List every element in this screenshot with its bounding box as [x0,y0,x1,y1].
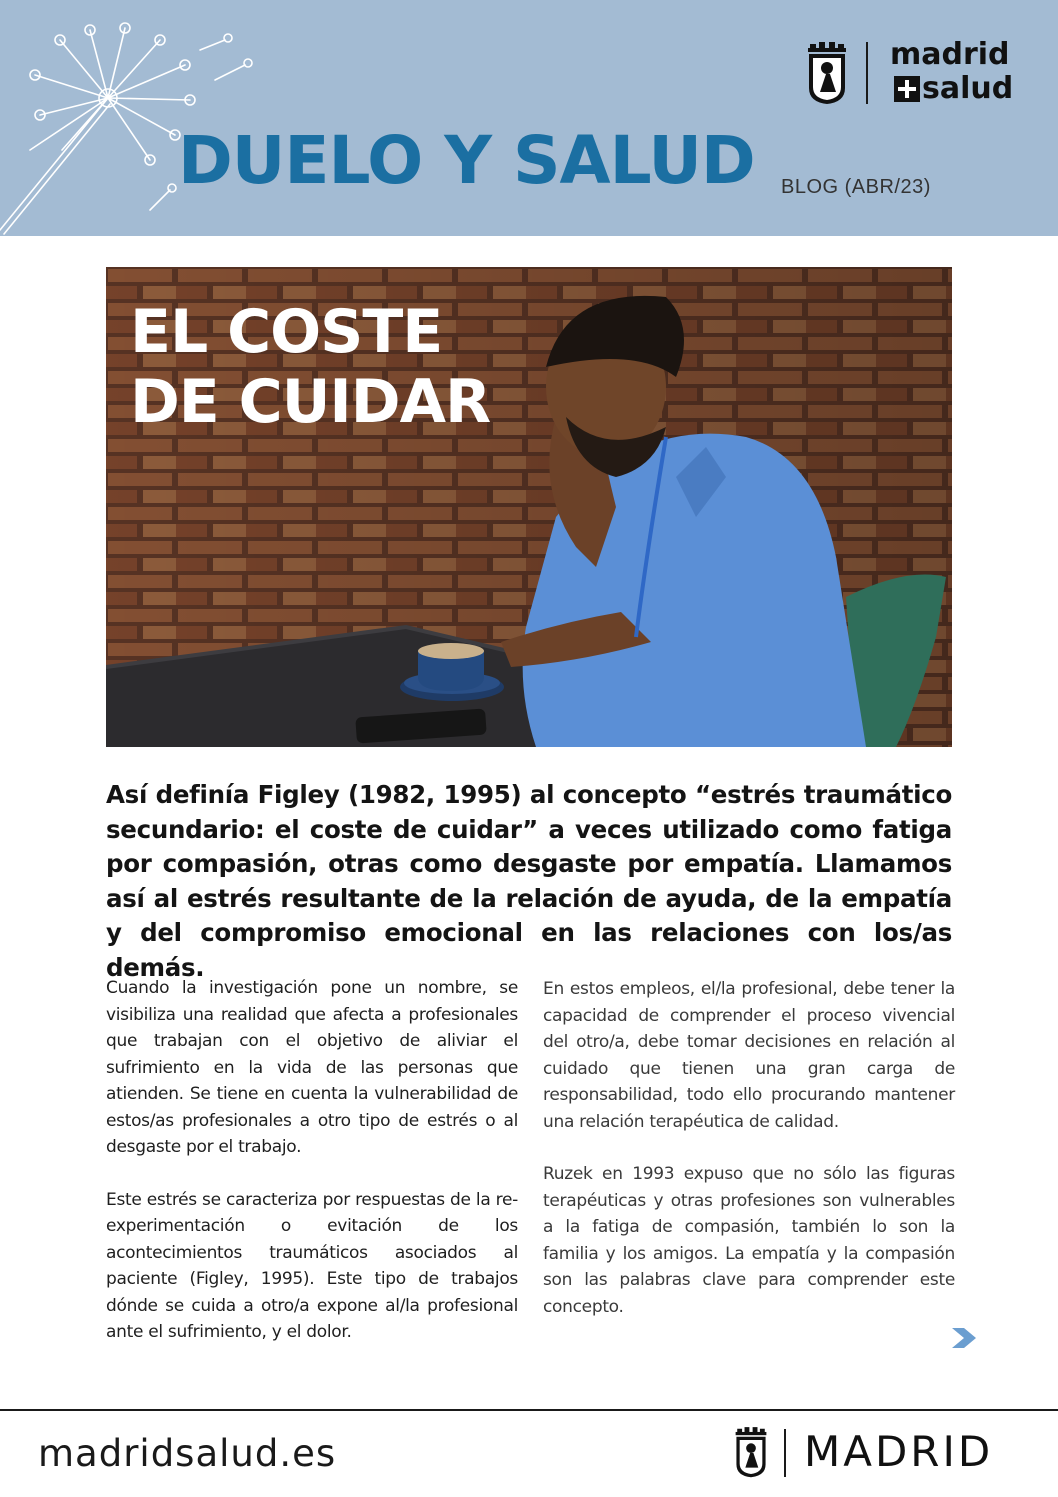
left-paragraph-1: Cuando la investigación pone un nombre, se visibiliza una realidad que afecta a profesionales que trabajan con el objetivo de aliviar el sufrimiento en la vida de las personas que atienden. Se tiene en cuenta la vulnerabilidad de estos/as profesionales a otro tipo de estrés o al desgaste por el trabajo. [106,978,518,1157]
intro-paragraph: Así definía Figley (1982, 1995) al concepto “estrés traumático secundario: el coste de cuidar” a veces utilizado como fatiga por compasión, otras como desgaste por empatía. Llamamos así al estrés resultante de la relación de ayuda, de la empatía y del compromiso emocional en las relaciones con los/as demás. [106,780,952,982]
chevron-right-icon[interactable] [950,1326,978,1350]
footer-divider [0,1409,1058,1411]
right-paragraph-2: Ruzek en 1993 expuso que no sólo las figuras terapéuticas y otras profesiones son vulnerables a la fatiga de compasión, también lo son la familia y los amigos. La empatía y la compasión son las palabras clave para comprender este concepto. [543,1164,955,1317]
logo-divider [784,1429,786,1477]
header-banner [0,0,1058,236]
left-paragraph-2: Este estrés se caracteriza por respuestas de la re-experimentación o evitación de los acontecimientos traumáticos asociados al paciente (Figley, 1995). Este tipo de trabajos dónde se cuida a otro/a expone al/la profesional ante el sufrimiento, y el dolor. [106,1189,518,1342]
right-paragraph-1: En estos empleos, el/la profesional, debe tener la capacidad de comprender el proceso vivencial del otro/a, debe tomar decisiones en relación al cuidado que tienen una gran carga de responsabilidad, todo ello procurando mantener una relación terapéutica de calidad. [543,979,955,1132]
logo-divider [866,42,868,104]
right-column [543,976,955,1346]
logo-text-madrid-caps: MADRID [804,1427,994,1476]
logo-salud-word: salud [922,71,1014,106]
blog-date-label: BLOG (ABR/23) [781,176,931,198]
madrid-crest-icon [806,42,848,106]
page-title: DUELO Y SALUD [178,122,755,199]
hero-title-line1: EL COSTE [130,297,443,367]
footer-website-link[interactable]: madridsalud.es [38,1432,337,1475]
plus-icon [894,76,920,102]
madrid-logo[interactable] [734,1427,1024,1483]
hero-image [106,267,952,747]
left-column [106,975,518,1372]
madrid-crest-icon [734,1427,768,1479]
logo-text-salud [894,71,1014,106]
logo-text-madrid: madrid [890,37,1010,72]
hero-title [130,297,490,437]
hero-title-line2: DE CUIDAR [130,367,491,437]
madrid-salud-logo[interactable] [806,37,1016,110]
